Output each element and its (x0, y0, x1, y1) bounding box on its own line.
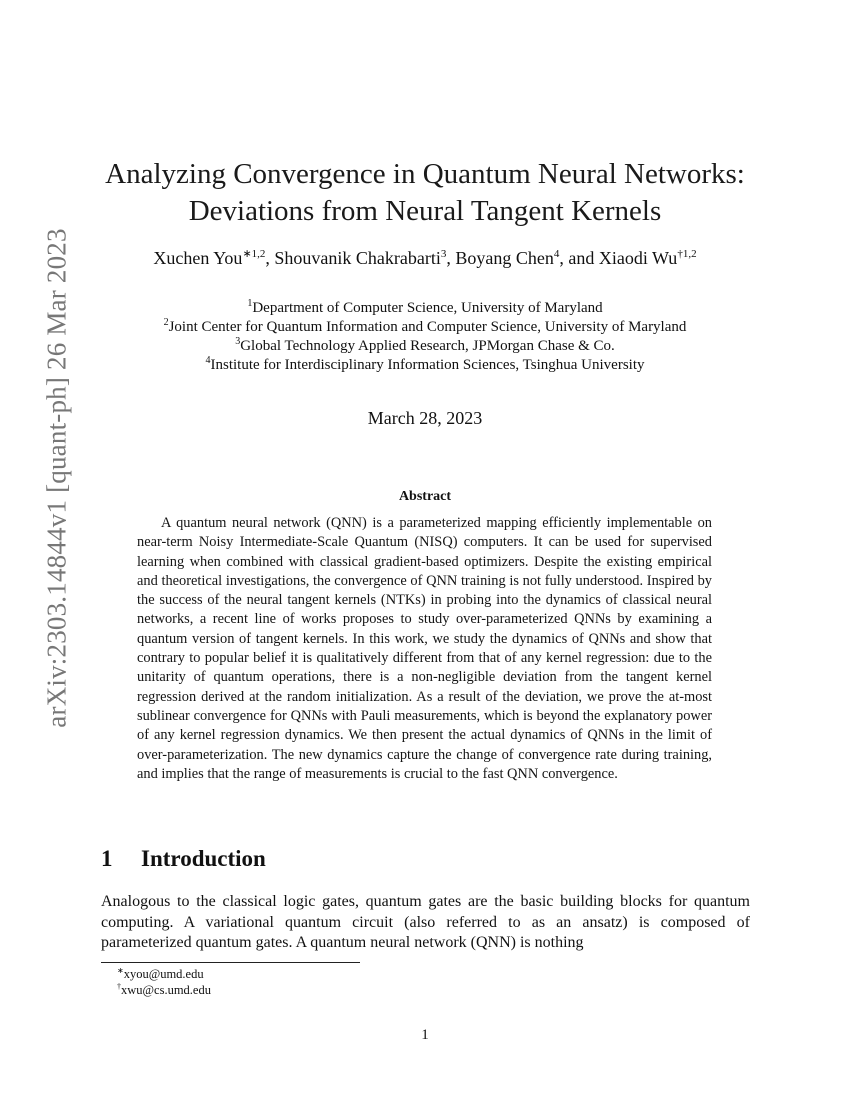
affiliation-text: Institute for Interdisciplinary Information Sciences, Tsinghua University (210, 357, 645, 373)
affiliation-text: Global Technology Applied Research, JPMorgan Chase & Co. (240, 338, 615, 354)
affiliation (0, 318, 850, 337)
paper-title-line-2: Deviations from Neural Tangent Kernels (188, 195, 662, 227)
section-heading (101, 846, 266, 872)
affiliation (0, 337, 850, 356)
affiliation-mark: 4 (205, 355, 211, 366)
author-name: Shouvanik Chakrabarti (274, 248, 441, 268)
footnote-email: xwu@cs.umd.edu (121, 983, 211, 997)
author-name: Boyang Chen (455, 248, 554, 268)
footnote-email: xyou@umd.edu (123, 967, 204, 981)
intro-paragraph: Analogous to the classical logic gates, quantum gates are the basic building blocks for quantum computing. A variational quantum circuit (also referred to as an ansatz) is composed of parameterized quantum gates. A quantum neural network (QNN) is nothing (101, 893, 750, 951)
abstract-heading: Abstract (398, 489, 452, 504)
publication-date: March 28, 2023 (367, 408, 483, 428)
author-separator: , (265, 248, 275, 268)
abstract-body (137, 514, 712, 784)
affiliation-mark: 2 (163, 317, 169, 328)
author-list (0, 248, 850, 269)
section-number: 1 (101, 846, 113, 871)
abstract-paragraph: A quantum neural network (QNN) is a parameterized mapping efficiently implementable on near-term Noisy Intermediate-Scale Quantum (NISQ) computers. It can be used for supervised learning when combined with classical gradient-based optimizers. Despite the existing empirical and theoretical investigations, the convergence of QNN training is not fully understood. Inspired by the success of the neural tangent kernels (NTKs) in probing into the dynamics of classical neural networks, a recent line of works proposes to study over-parameterized QNNs by examining a quantum version of tangent kernels. In this work, we study the dynamics of QNNs and show that contrary to popular belief it is qualitatively different from that of any kernel regression: due to the unitarity of quantum operations, there is a non-negligible deviation from the tangent kernel regression derived at the random initialization. As a result of the deviation, we prove the at-most sublinear convergence for QNNs with Pauli measurements, which is beyond the explanatory power of any kernel regression dynamics. We then present the actual dynamics of QNNs in the limit of over-parameterization. The new dynamics capture the change of convergence rate during training, and implies that the range of measurements is crucial to the fast QNN convergence. (137, 515, 712, 782)
affiliation-text: Department of Computer Science, University of Maryland (252, 300, 603, 316)
author-separator: , (446, 248, 456, 268)
author-name: Xiaodi Wu (598, 248, 678, 268)
footnote-mark: ∗ (117, 966, 124, 975)
footnotes (117, 966, 211, 998)
arxiv-margin-stamp: arXiv:2303.14844v1 [quant-ph] 26 Mar 2023 (41, 228, 72, 728)
affiliation (0, 299, 850, 318)
footnote-divider (101, 962, 360, 963)
author-affil-mark: ∗1,2 (242, 248, 266, 260)
author-affil-mark: 3 (440, 248, 447, 260)
author-affil-mark: 4 (553, 248, 560, 260)
section-title: Introduction (141, 846, 266, 871)
affiliation-mark: 1 (247, 298, 253, 309)
intro-body (101, 892, 750, 954)
footnote (117, 982, 211, 998)
author-separator: , and (559, 248, 599, 268)
footnote-mark: † (117, 982, 121, 991)
page-number: 1 (421, 1027, 429, 1043)
paper-title-line-1: Analyzing Convergence in Quantum Neural Networks: (105, 158, 745, 190)
affiliation-text: Joint Center for Quantum Information and Computer Science, University of Maryland (168, 319, 687, 335)
affiliation-mark: 3 (235, 336, 241, 347)
footnote (117, 966, 211, 982)
author-name: Xuchen You (153, 248, 243, 268)
affiliation (0, 356, 850, 375)
author-affil-mark: †1,2 (677, 248, 697, 260)
